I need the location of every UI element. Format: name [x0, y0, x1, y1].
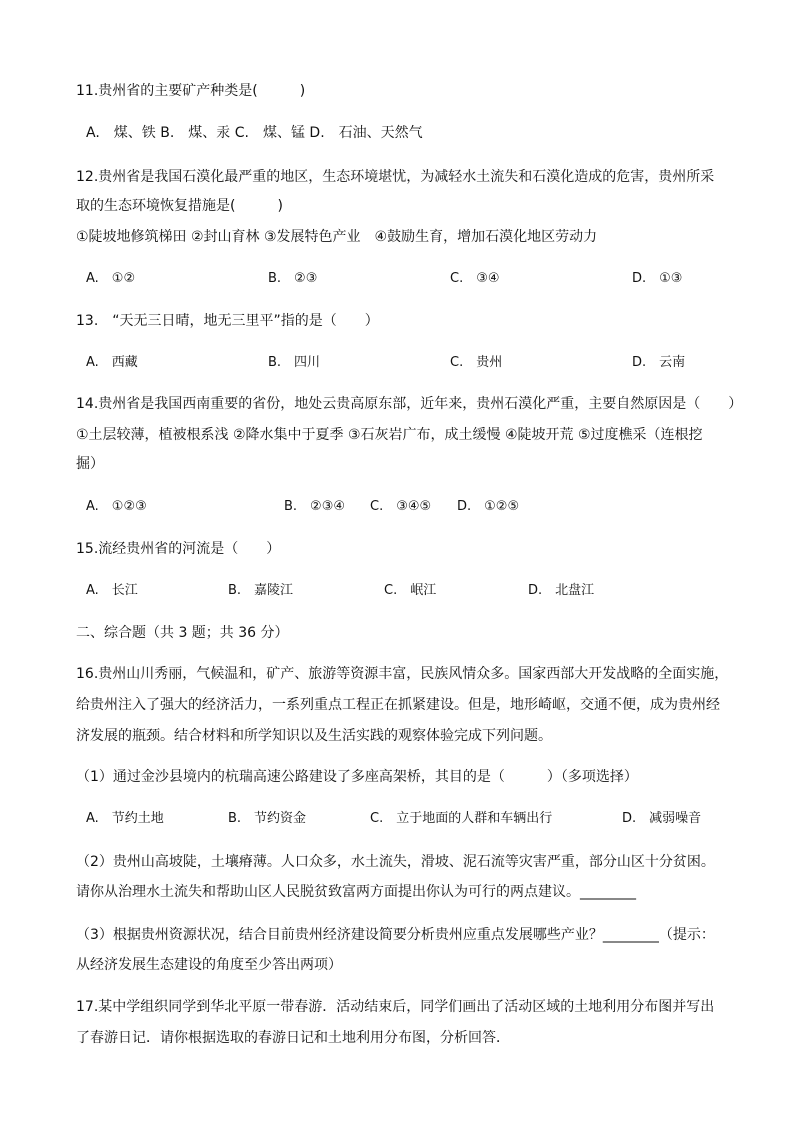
q14-stem: 14.贵州省是我国西南重要的省份，地处云贵高原东部，近年来，贵州石漠化严重，主要自然原因是（ ）: [76, 396, 743, 412]
q14-option-a: A. ①②③: [86, 499, 147, 514]
q11-options: A. 煤、铁 B. 煤、汞 C. 煤、锰 D. 石油、天然气: [86, 125, 423, 141]
q13-stem: 13. “天无三日晴，地无三里平”指的是（ ）: [76, 313, 379, 329]
q16-stem-line2: 给贵州注入了强大的经济活力，一系列重点工程正在抓紧建设。但是，地形崎岖，交通不便，成为贵州经: [76, 697, 720, 713]
q16-sub1-option-a: A. 节约土地: [86, 811, 164, 826]
q16-sub2-line1: （2）贵州山高坡陡，土壤瘠薄。人口众多，水土流失，滑坡、泥石流等灾害严重，部分山区十分贫困。: [76, 854, 715, 870]
q15-option-d: D. 北盘江: [528, 583, 595, 598]
q15-option-b: B. 嘉陵江: [228, 583, 294, 598]
q12-option-c: C. ③④: [450, 271, 500, 286]
q16-sub1-option-d: D. 减弱噪音: [622, 811, 702, 826]
q13-option-a: A. 西藏: [86, 355, 138, 370]
q13-option-b: B. 四川: [268, 355, 321, 370]
q14-statements-line2: 掘）: [76, 456, 104, 472]
q12-option-d: D. ①③: [632, 271, 683, 286]
q16-stem-line3: 济发展的瓶颈。结合材料和所学知识以及生活实践的观察体验完成下列问题。: [76, 728, 552, 744]
q12-stem-line2: 取的生态环境恢复措施是( ): [76, 198, 283, 214]
q12-option-b: B. ②③: [268, 271, 318, 286]
q17-stem-line2: 了春游日记．请你根据选取的春游日记和土地利用分布图，分析回答．: [76, 1030, 510, 1046]
q12-stem-line1: 12.贵州省是我国石漠化最严重的地区，生态环境堪忧，为减轻水土流失和石漠化造成的危害，贵州所采: [76, 169, 715, 185]
section-title: 二、综合题（共 3 题；共 36 分）: [76, 625, 289, 641]
q12-option-a: A. ①②: [86, 271, 136, 286]
q14-option-b: B. ②③④: [284, 499, 346, 514]
q13-option-d: D. 云南: [632, 355, 686, 370]
q16-sub1-option-b: B. 节约资金: [228, 811, 307, 826]
q15-stem: 15.流经贵州省的河流是（ ）: [76, 541, 281, 557]
q15-option-a: A. 长江: [86, 583, 138, 598]
q14-statements-line1: ①土层较薄，植被根系浅 ②降水集中于夏季 ③石灰岩广布，成土缓慢 ④陡坡开荒 ⑤过度樵采（连根挖: [76, 427, 703, 443]
q16-sub1: （1）通过金沙县境内的杭瑞高速公路建设了多座高架桥，其目的是（ ）（多项选择）: [76, 769, 638, 785]
q14-option-c: C. ③④⑤: [370, 499, 432, 514]
q14-option-d: D. ①②⑤: [457, 499, 520, 514]
q16-stem-line1: 16.贵州山川秀丽，气候温和，矿产、旅游等资源丰富，民族风情众多。国家西部大开发战略的全面实施，: [76, 666, 729, 682]
q12-statements: ①陡坡地修筑梯田 ②封山育林 ③发展特色产业 ④鼓励生育，增加石漠化地区劳动力: [76, 229, 598, 245]
q16-sub2-line2: 请你从治理水土流失和帮助山区人民脱贫致富两方面提出你认为可行的两点建议。________: [76, 884, 636, 900]
q11-stem: 11.贵州省的主要矿产种类是( ): [76, 83, 306, 99]
q15-option-c: C. 岷江: [384, 583, 437, 598]
q16-sub3-line1: （3）根据贵州资源状况，结合目前贵州经济建设简要分析贵州应重点发展哪些产业？________（提示：: [76, 927, 715, 943]
q13-option-c: C. 贵州: [450, 355, 503, 370]
q16-sub1-option-c: C. 立于地面的人群和车辆出行: [370, 811, 553, 826]
q16-sub3-line2: 从经济发展生态建设的角度至少答出两项）: [76, 957, 342, 973]
q17-stem-line1: 17.某中学组织同学到华北平原一带春游．活动结束后，同学们画出了活动区域的土地利用分布图并写出: [76, 999, 715, 1015]
